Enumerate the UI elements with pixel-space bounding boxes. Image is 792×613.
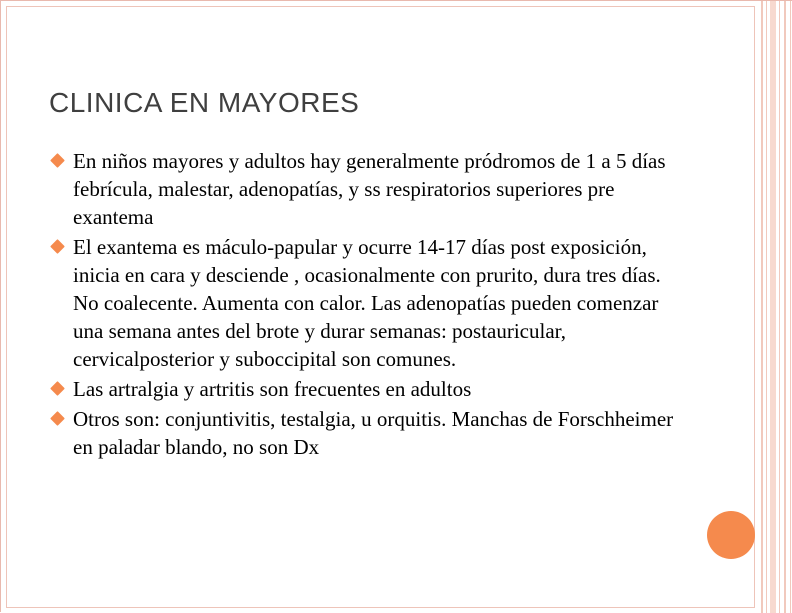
rounded-diamond-bullet-icon (50, 239, 65, 254)
bullet-item (49, 405, 689, 461)
bullet-item (49, 375, 689, 403)
decorative-circle (707, 511, 755, 559)
decorative-stripe (790, 1, 791, 613)
bullet-item (49, 147, 689, 231)
rounded-diamond-bullet-icon (50, 381, 65, 396)
decorative-stripe (784, 1, 786, 613)
bullet-text: Las artralgia y artritis son frecuentes en adultos (73, 377, 472, 401)
rounded-diamond-bullet-icon (50, 411, 65, 426)
decorative-stripe (770, 1, 776, 613)
bullet-list (49, 147, 689, 463)
decorative-stripe (779, 1, 780, 613)
decorative-stripe (761, 1, 763, 613)
bullet-text: Otros son: conjuntivitis, testalgia, u orquitis. Manchas de Forschheimer en paladar blando, no son Dx (73, 407, 674, 459)
slide-title: CLINICA EN MAYORES (49, 87, 360, 118)
bullet-text: En niños mayores y adultos hay generalmente pródromos de 1 a 5 días febrícula, malestar, adenopatías, y ss respiratorios superiores pre exantema (73, 149, 666, 229)
bullet-item (49, 233, 689, 373)
decorative-stripe (766, 1, 767, 613)
rounded-diamond-bullet-icon (50, 153, 65, 168)
bullet-text: El exantema es máculo-papular y ocurre 14-17 días post exposición, inicia en cara y desciende , ocasionalmente con prurito, dura tres días. No coalecente. Aumenta con calor. Las adenopatías pueden comenzar una semana antes del brote y durar semanas: postauricular, cervicalposterior y suboccipital son comunes. (73, 235, 661, 371)
